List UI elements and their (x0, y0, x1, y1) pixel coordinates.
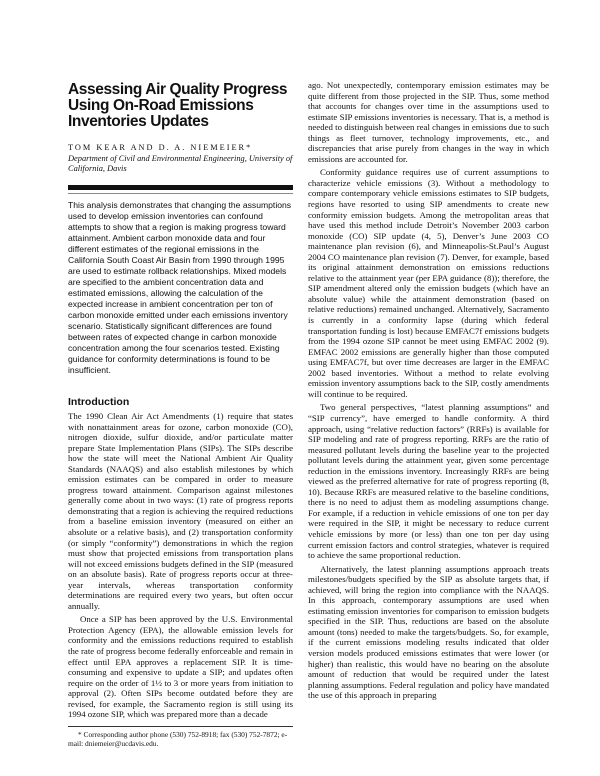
article-title: Assessing Air Quality Progress Using On-Road Emissions Inventories Updates (68, 81, 288, 130)
body-paragraph: Conformity guidance requires use of current assumptions to characterize vehicle emissions (3). Without a methodology to compare contemporary vehicle emissions estimates to SIP budgets, regions have resorted to using SIP amendments to create new conformity emission budgets. Among the metropolitan areas that have used this method include Detroit’s November 2003 carbon monoxide (CO) SIP update (4, 5), Denver’s June 2003 CO maintenance plan revision (6), and Minneapolis-St.Paul’s August 2004 CO maintenance plan revision (7). Denver, for example, based its original attainment demonstration on emissions reductions relative to the attainment year (per EPA guidance (8)); therefore, the SIP amendment altered only the emission budgets (which have an absolute value) while the attainment demonstration (based on relative reductions) remained unchanged. Alternatively, Sacramento is currently in a conformity lapse (during which federal transportation funding is lost) because EMFAC7f emissions budgets from the 1994 ozone SIP cannot be meet using EMFAC 2002 (9). EMFAC 2002 emissions are generally higher than those computed using EMFAC7f, but over time decreases are larger in the EMFAC 2002 based inventories. Without a method to relate evolving emission inventory assumptions back to the SIP, costly amendments will continue to be required. (308, 167, 549, 399)
body-paragraph: Two general perspectives, “latest planning assumptions” and “SIP currency”, have emerged to handle conformity. A third approach, using “relative reduction factors” (RRFs) is available for SIP modeling and rate of progress reporting. RRFs are the ratio of measured pollutant levels during the baseline year to the projected pollutant levels during the attainment year, given some percentage reduction in the emissions inventory. Increasingly RRFs are being viewed as the preferred alternative for rate of progress reporting (8, 10). Because RRFs are measured relative to the baseline conditions, there is no need to adjust them as modeling assumptions change. For example, if a reduction in vehicle emissions of one ton per day were required in the SIP, it might be necessary to reduce current vehicle emissions by more (or less) than one ton per day using current emission factors and control strategies, whatever is required to achieve the same proportional reduction. (308, 402, 549, 561)
left-column (68, 80, 293, 749)
body-paragraph: Once a SIP has been approved by the U.S. Environmental Protection Agency (EPA), the allowable emission levels for conformity and the emissions reductions required to establish the rate of progress become federally enforceable and remain in effect until EPA approves a replacement SIP. It is time-consuming and expensive to update a SIP; and updates often require on the order of 1½ to 3 or more years from initiation to approval (2). Often SIPs become outdated before they are revised, for example, the Sacramento region is still using its 1994 ozone SIP, which was prepared more than a decade (68, 614, 293, 720)
footnote: * Corresponding author phone (530) 752-8918; fax (530) 752-7872; e-mail: dniemeier@ucdavis.edu. (68, 729, 288, 749)
authors: TOM KEAR AND D. A. NIEMEIER* (68, 143, 253, 152)
section-heading-introduction: Introduction (68, 396, 130, 408)
body-paragraph: Alternatively, the latest planning assumptions approach treats milestones/budgets specified by the SIP as absolute targets that, if achieved, will bring the region into compliance with the NAAQS. In this approach, contemporary assumptions are used when estimating emission inventories for comparison to emission budgets specified in the SIP. Thus, reductions are based on the absolute amount (tons) needed to make the targets/budgets. So, for example, if the current emissions modeling results indicated that older version models produced emissions estimates that were lower (or higher) than realistic, this would have no bearing on the absolute amount of reduction that would be required under the latest planning assumptions. Federal regulation and policy have mandated the use of this approach in preparing (308, 563, 549, 701)
abstract: This analysis demonstrates that changing the assumptions used to develop emission inventories can confound attempts to show that a region is making progress toward attainment. Ambient carbon monoxide data and four different estimates of the regional emissions in the California South Coast Air Basin from 1990 through 1995 are used to estimate rollback relationships. Mixed models are specified to the ambient concentration data and estimated emissions, allowing the calculation of the expected increase in ambient concentration per ton of carbon monoxide emitted under each emissions inventory scenario. Statistically significant differences are found between rates of expected change in carbon monoxide concentration among the four scenarios tested. Existing guidance for conformity determinations is found to be insufficient. (68, 200, 292, 375)
right-column (308, 80, 549, 701)
affiliation: Department of Civil and Environmental Engineering, University of California, Davis (68, 154, 293, 173)
title-rule (68, 185, 293, 190)
body-paragraph: ago. Not unexpectedly, contemporary emission estimates may be quite different from those projected in the SIP. Thus, some method that accounts for changes over time in the assumptions used to estimate SIP emissions inventories is necessary. That is, a method is needed to distinguish between real changes in emissions due to such things as fleet turnover, technology improvements, etc., and discrepancies that arise purely from changes in the way in which emissions are accounted for. (308, 80, 549, 164)
abstract-rule (68, 193, 293, 194)
body-paragraph: The 1990 Clean Air Act Amendments (1) require that states with nonattainment areas for ozone, carbon monoxide (CO), nitrogen dioxide, sulfur dioxide, and/or particulate matter prepare State Implementation Plans (SIPs). The SIPs describe how the state will meet the National Ambient Air Quality Standards (NAAQS) and also establish milestones by which emission estimates can be compared in order to measure progress toward attainment. Comparison against milestones generally come about in two ways: (1) rate of progress reports demonstrating that a region is achieving the required reductions from a baseline emission inventory (measured on either an absolute or a relative basis), and (2) transportation conformity (or simply “conformity”) demonstrations in which the region must show that projected emissions from transportation plans will not exceed emissions budgets defined in the SIP (measured on an absolute basis). Rate of progress reports occur at three-year intervals, whereas transportation conformity determinations are required every two years, but often occur annually. (68, 411, 293, 611)
footnote-rule (68, 726, 293, 727)
